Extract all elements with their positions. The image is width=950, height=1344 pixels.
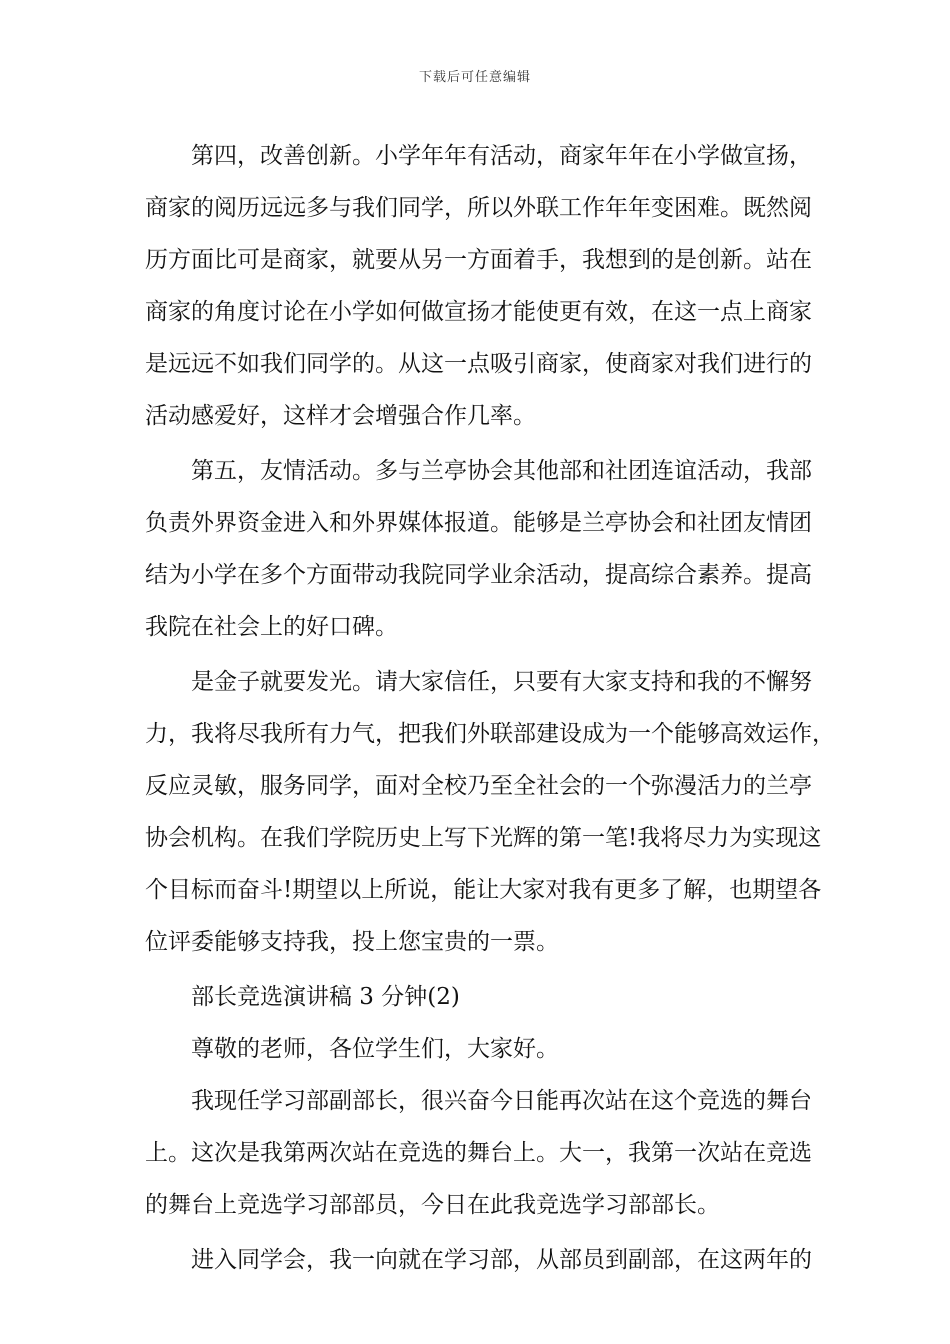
paragraph-line: 的舞台上竞选学习部部员，今日在此我竞选学习部部长。 [145,1192,720,1218]
paragraph-line: 我院在社会上的好口碑。 [145,614,398,640]
paragraph-line: 进入同学会，我一向就在学习部，从部员到副部，在这两年的 [191,1247,812,1273]
paragraph-line: 商家的阅历远远多与我们同学，所以外联工作年年变困难。既然阅 [145,195,812,221]
paragraph-line: 协会机构。在我们学院历史上写下光辉的第一笔!我将尽力为实现这 [145,825,822,851]
paragraph-line: 反应灵敏，服务同学，面对全校乃至全社会的一个弥漫活力的兰亭 [145,773,812,799]
paragraph-line: 负责外界资金进入和外界媒体报道。能够是兰亭协会和社团友情团 [145,510,812,536]
paragraph-line: 位评委能够支持我，投上您宝贵的一票。 [145,929,559,955]
paragraph-line: 个目标而奋斗!期望以上所说，能让大家对我有更多了解，也期望各 [145,877,822,903]
paragraph-line: 商家的角度讨论在小学如何做宣扬才能使更有效，在这一点上商家 [145,299,812,325]
paragraph-line: 上。这次是我第两次站在竞选的舞台上。大一，我第一次站在竞选 [145,1140,812,1166]
paragraph-line: 第四，改善创新。小学年年有活动，商家年年在小学做宣扬， [191,143,812,169]
paragraph-line: 是远远不如我们同学的。从这一点吸引商家，使商家对我们进行的 [145,351,812,377]
paragraph-line: 历方面比可是商家，就要从另一方面着手，我想到的是创新。站在 [145,247,812,273]
paragraph-line: 第五，友情活动。多与兰亭协会其他部和社团连谊活动，我部 [191,458,812,484]
paragraph-line: 我现任学习部副部长，很兴奋今日能再次站在这个竞选的舞台 [191,1088,812,1114]
paragraph-line: 力，我将尽我所有力气，把我们外联部建设成为一个能够高效运作， [145,721,835,747]
paragraph-line: 是金子就要发光。请大家信任，只要有大家支持和我的不懈努 [191,669,812,695]
paragraph-line: 活动感爱好，这样才会增强合作几率。 [145,403,536,429]
header-note: 下载后可任意编辑 [418,70,531,85]
greeting-line: 尊敬的老师，各位学生们，大家好。 [191,1036,559,1062]
document-body [145,130,835,1286]
paragraph-line: 结为小学在多个方面带动我院同学业余活动，提高综合素养。提高 [145,562,812,588]
section-title: 部长竞选演讲稿 3 分钟(2) [191,984,460,1010]
